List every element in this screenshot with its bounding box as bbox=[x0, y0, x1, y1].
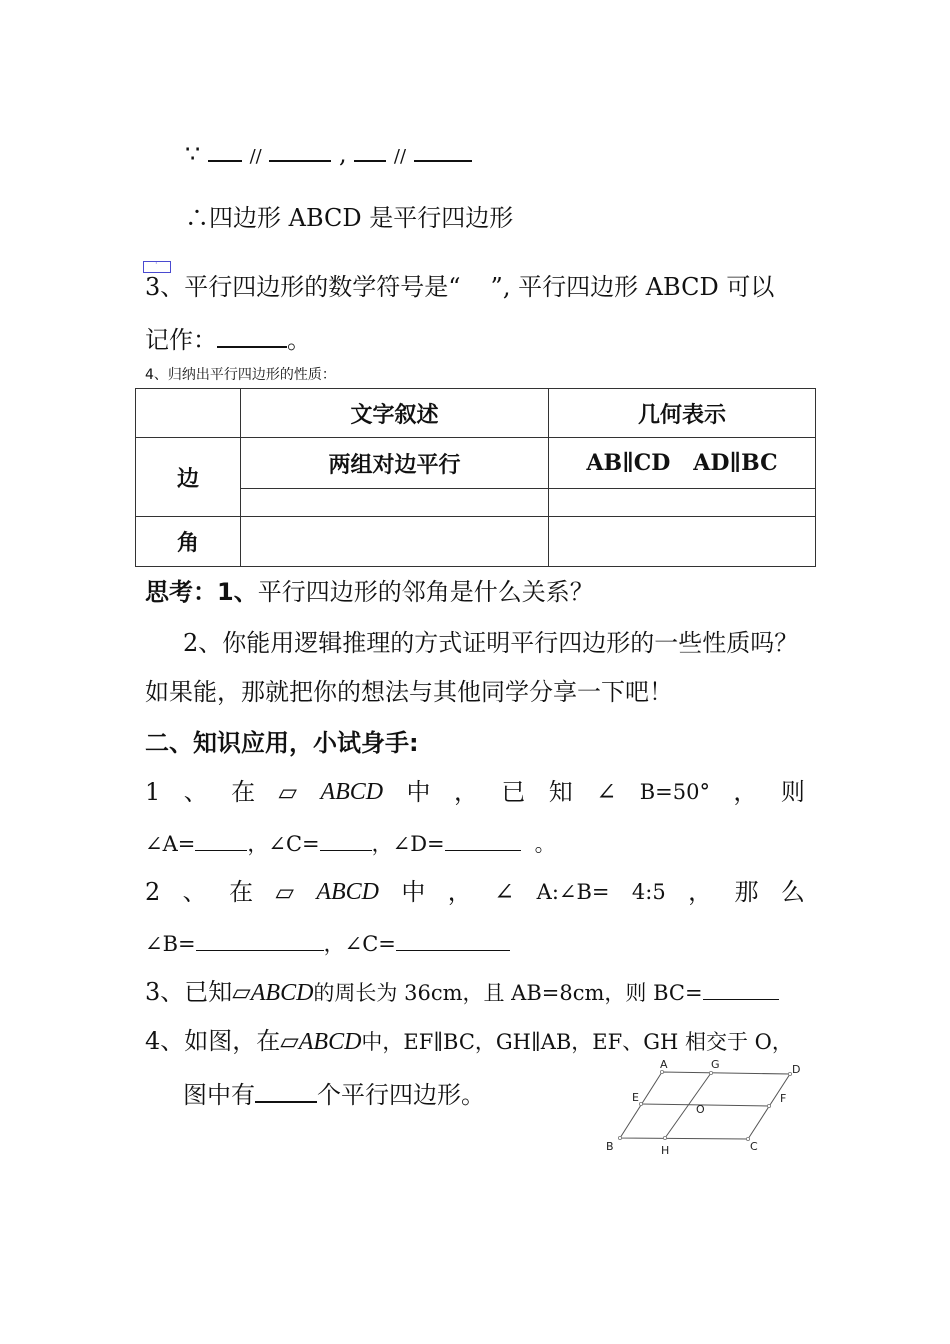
e2-part: 4:5 bbox=[631, 880, 666, 904]
angle-icon: ∠ bbox=[596, 778, 617, 806]
header-cell-geom: 几何表示 bbox=[549, 389, 816, 438]
e2-part: 在 bbox=[229, 878, 254, 906]
e2-part: ， bbox=[688, 878, 713, 906]
blank[interactable] bbox=[320, 828, 372, 851]
q3-text-b: ”, 平行四边形 ABCD 可以 bbox=[490, 273, 775, 301]
exercise4-line2 bbox=[183, 1077, 485, 1110]
blank[interactable] bbox=[217, 322, 287, 348]
q4-label: 4、归纳出平行四边形的性质： bbox=[145, 367, 336, 383]
blank[interactable] bbox=[396, 928, 510, 951]
empty-cell[interactable] bbox=[549, 489, 816, 517]
row-label-angle: 角 bbox=[136, 517, 241, 567]
think-q2: 2、你能用逻辑推理的方式证明平行四边形的一些性质吗？ bbox=[183, 629, 799, 657]
e4-text-d: 图中有 bbox=[183, 1081, 255, 1109]
e1-period: 。 bbox=[534, 832, 556, 856]
label-a: A bbox=[660, 1058, 668, 1071]
e1-part: 中 bbox=[406, 778, 431, 806]
header-cell-empty bbox=[136, 389, 241, 438]
table-row bbox=[136, 517, 816, 567]
parallelogram-icon: ▱ bbox=[280, 1027, 299, 1055]
blank[interactable] bbox=[445, 828, 521, 851]
e2-part: 么 bbox=[780, 878, 805, 906]
e2-part: A:∠B= bbox=[536, 880, 610, 904]
q3-line2 bbox=[145, 322, 311, 355]
empty-cell[interactable] bbox=[549, 517, 816, 567]
label-o: O bbox=[696, 1103, 705, 1116]
blank[interactable] bbox=[196, 928, 324, 951]
e4-text-a: 4、如图，在 bbox=[145, 1027, 281, 1055]
exercise1-line1 bbox=[145, 777, 805, 807]
label-e: E bbox=[632, 1091, 639, 1104]
therefore-line: ∴四边形 ABCD 是平行四边形 bbox=[185, 204, 514, 232]
label-b: B bbox=[606, 1140, 614, 1153]
table-row bbox=[136, 438, 816, 489]
marker-dot: · bbox=[155, 259, 158, 268]
e1-part: 、 bbox=[183, 778, 208, 806]
e1-part: 则 bbox=[780, 778, 805, 806]
parallel-symbol: // bbox=[393, 146, 407, 167]
e1-angle-c: ，∠C= bbox=[247, 832, 320, 856]
e1-part: ABCD bbox=[320, 779, 384, 805]
label-c: C bbox=[750, 1140, 758, 1153]
exercise3 bbox=[145, 977, 779, 1008]
e1-angle-d: ，∠D= bbox=[371, 832, 445, 856]
exercise2-line2 bbox=[145, 928, 510, 959]
q3-line1 bbox=[145, 272, 774, 302]
e1-part: 1 bbox=[145, 778, 161, 806]
q3-text-a: 3、平行四边形的数学符号是“ bbox=[145, 273, 461, 301]
e4-text-b: ABCD bbox=[298, 1029, 362, 1055]
e3-text-b: ABCD bbox=[250, 980, 314, 1006]
e2-part: 、 bbox=[182, 878, 207, 906]
e1-part: 知 bbox=[548, 778, 573, 806]
exercise1-line2 bbox=[145, 828, 556, 859]
e1-angle-a: ∠A= bbox=[145, 832, 196, 856]
label-h: H bbox=[661, 1144, 670, 1157]
because-line bbox=[185, 136, 472, 172]
e4-text-c: 中，EF∥BC，GH∥AB，EF、GH 相交于 O， bbox=[361, 1030, 793, 1054]
parallelogram-icon: ▱ bbox=[278, 778, 298, 806]
think-q2b: 如果能，那就把你的想法与其他同学分享一下吧！ bbox=[145, 678, 673, 706]
side-geom-cell: AB∥CD AD∥BC bbox=[549, 438, 816, 489]
e4-text-e: 个平行四边形。 bbox=[317, 1081, 485, 1109]
e2-angle-b: ∠B= bbox=[145, 932, 196, 956]
angle-icon: ∠ bbox=[494, 878, 515, 906]
line-ef bbox=[641, 1104, 769, 1106]
e1-part: 已 bbox=[501, 778, 526, 806]
blank[interactable] bbox=[195, 828, 247, 851]
e1-part: 在 bbox=[231, 778, 256, 806]
table-header-row bbox=[136, 389, 816, 438]
row-label-side: 边 bbox=[136, 438, 241, 517]
e1-part: ， bbox=[453, 778, 478, 806]
empty-cell[interactable] bbox=[241, 489, 549, 517]
side-text-cell: 两组对边平行 bbox=[241, 438, 549, 489]
section2-title: 二、知识应用，小试身手: bbox=[145, 729, 419, 757]
think-q1: 平行四边形的邻角是什么关系？ bbox=[257, 578, 594, 606]
e2-part: 中 bbox=[401, 878, 426, 906]
parallel-symbol: // bbox=[249, 146, 262, 167]
empty-cell[interactable] bbox=[241, 517, 549, 567]
parallelogram-icon: ▱ bbox=[275, 878, 294, 906]
e2-part: 2 bbox=[145, 878, 161, 906]
parallelogram-icon: ▱ bbox=[232, 978, 251, 1006]
label-g: G bbox=[711, 1058, 720, 1071]
blank[interactable] bbox=[208, 136, 242, 162]
e2-part: ， bbox=[447, 878, 472, 906]
blank[interactable] bbox=[414, 136, 472, 162]
blank[interactable] bbox=[269, 136, 331, 162]
parallelogram-diagram bbox=[590, 1052, 820, 1162]
blank[interactable] bbox=[354, 136, 386, 162]
q3-text-d: 。 bbox=[287, 326, 311, 354]
blank[interactable] bbox=[255, 1077, 317, 1103]
because-symbol: ∵ bbox=[185, 140, 201, 168]
q3-text-c: 记作： bbox=[145, 326, 217, 354]
properties-table bbox=[135, 388, 816, 567]
exercise2-line1 bbox=[145, 877, 805, 907]
label-d: D bbox=[792, 1063, 801, 1076]
e2-angle-c: ，∠C= bbox=[323, 932, 396, 956]
blank[interactable] bbox=[703, 977, 779, 1000]
header-cell-text-desc: 文字叙述 bbox=[241, 389, 549, 438]
e3-text-a: 3、已知 bbox=[145, 978, 233, 1006]
e2-part: 那 bbox=[734, 878, 759, 906]
e1-part: ， bbox=[733, 778, 758, 806]
comma: , bbox=[338, 140, 347, 168]
think-title: 思考：1、 bbox=[145, 578, 258, 606]
e3-text-c: 的周长为 36cm，且 AB=8cm，则 BC= bbox=[313, 981, 703, 1005]
label-f: F bbox=[780, 1092, 787, 1105]
e2-part: ABCD bbox=[316, 879, 379, 905]
e1-part: B=50° bbox=[639, 780, 710, 804]
think-line1 bbox=[145, 577, 594, 607]
